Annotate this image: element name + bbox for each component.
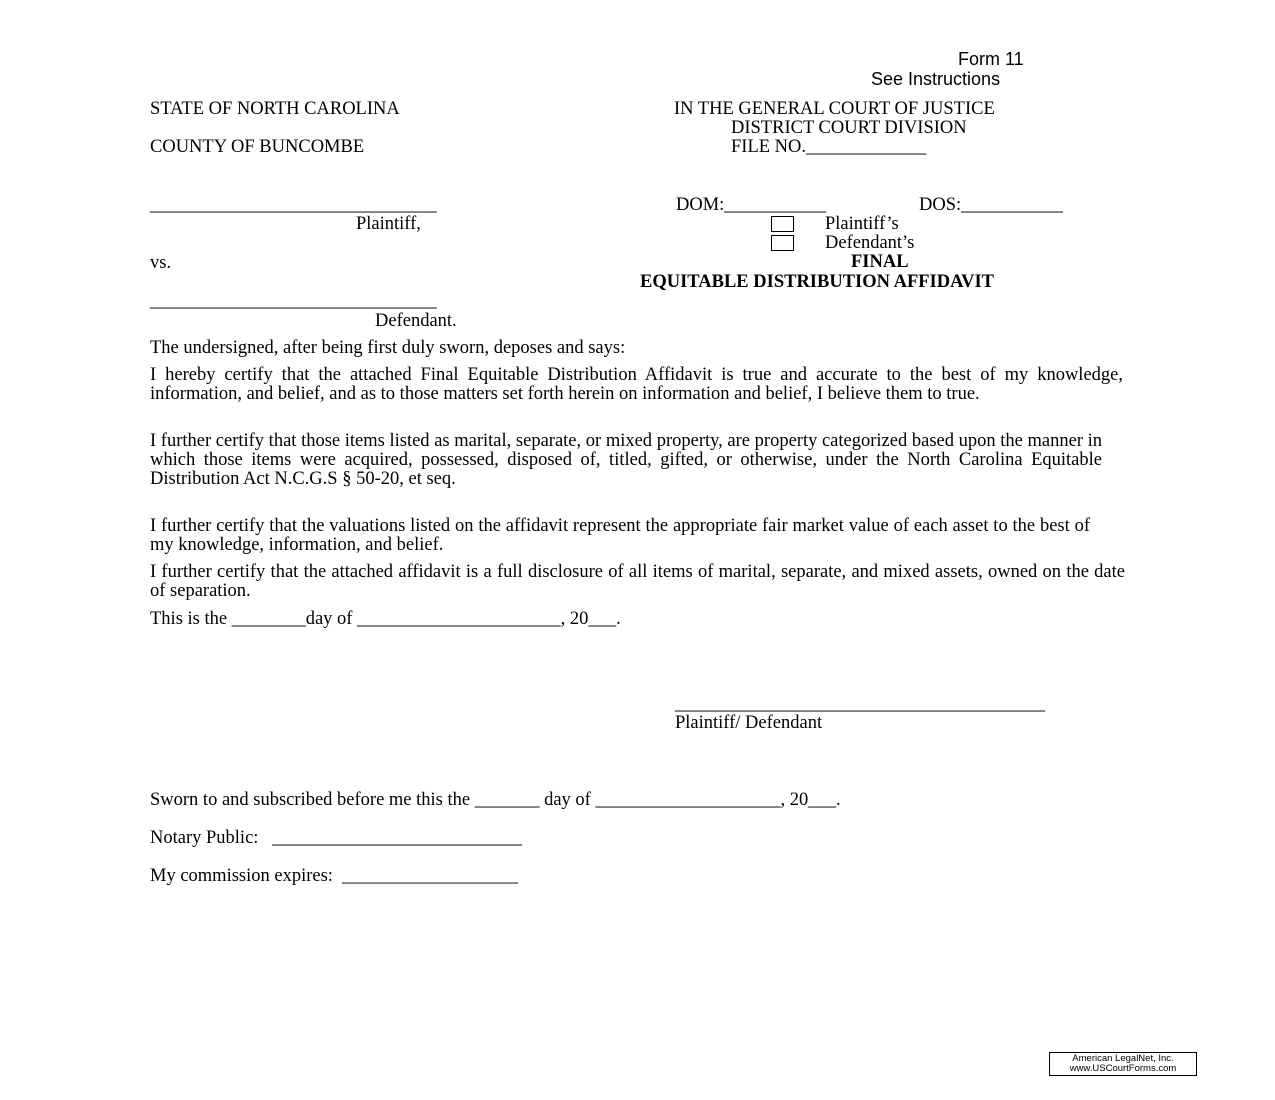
certification-paragraph-4: I further certify that the attached affidavit is a full disclosure of all items of marital, separate, and mixed assets, owned on the date of separation. bbox=[150, 562, 1125, 601]
certification-paragraph-2: I further certify that those items listed as marital, separate, or mixed property, are property categorized based upon the manner in which those items were acquired, possessed, disposed of, titled, gifted, or otherwise, under the North Carolina Equitable Distribution Act N.C.G.S § 50-20, et seq. bbox=[150, 431, 1102, 489]
intro-statement: The undersigned, after being first duly sworn, deposes and says: bbox=[150, 338, 626, 358]
defendants-checkbox-label: Defendant’s bbox=[825, 233, 915, 253]
form-number: Form 11 bbox=[958, 49, 1024, 69]
county-caption: COUNTY OF BUNCOMBE bbox=[150, 137, 365, 157]
title-affidavit: EQUITABLE DISTRIBUTION AFFIDAVIT bbox=[640, 272, 994, 292]
commission-expires-line[interactable]: My commission expires: ___________________ bbox=[150, 866, 518, 886]
court-caption-line1: IN THE GENERAL COURT OF JUSTICE bbox=[674, 99, 995, 119]
certification-paragraph-1: I hereby certify that the attached Final Equitable Distribution Affidavit is true and accurate to the best of my knowledge, information, and belief, and as to those matters set forth herein on information and belief, I believe them to true. bbox=[150, 365, 1123, 404]
plaintiffs-checkbox[interactable] bbox=[771, 216, 794, 232]
publisher-url: www.USCourtForms.com bbox=[1069, 1063, 1177, 1074]
defendant-name-line[interactable]: _______________________________ bbox=[150, 291, 437, 311]
file-number-field[interactable]: FILE NO._____________ bbox=[731, 137, 927, 157]
title-final: FINAL bbox=[851, 252, 909, 272]
plaintiff-label: Plaintiff, bbox=[356, 214, 421, 234]
court-caption-line2: DISTRICT COURT DIVISION bbox=[731, 118, 967, 138]
defendants-checkbox[interactable] bbox=[771, 235, 794, 251]
notary-public-line[interactable]: Notary Public: ___________________________ bbox=[150, 828, 523, 848]
certification-paragraph-3: I further certify that the valuations listed on the affidavit represent the appropriate fair market value of each asset to the best of my knowledge, information, and belief. bbox=[150, 516, 1090, 555]
defendant-label: Defendant. bbox=[375, 311, 457, 331]
dos-field[interactable]: DOS:___________ bbox=[919, 195, 1063, 215]
sworn-subscribed-line[interactable]: Sworn to and subscribed before me this the _______ day of ____________________, 20___. bbox=[150, 790, 841, 810]
plaintiff-name-line[interactable]: _______________________________ bbox=[150, 195, 437, 215]
signature-line[interactable]: ________________________________________ bbox=[675, 694, 1045, 714]
signature-label: Plaintiff/ Defendant bbox=[675, 713, 823, 733]
state-caption: STATE OF NORTH CAROLINA bbox=[150, 99, 400, 119]
affidavit-date-line[interactable]: This is the ________day of ______________________, 20___. bbox=[150, 609, 621, 629]
versus-label: vs. bbox=[150, 253, 172, 273]
publisher-footer bbox=[1049, 1052, 1197, 1076]
publisher-name: American LegalNet, Inc. bbox=[1072, 1053, 1174, 1064]
plaintiffs-checkbox-label: Plaintiff’s bbox=[825, 214, 899, 234]
dom-field[interactable]: DOM:___________ bbox=[676, 195, 827, 215]
see-instructions: See Instructions bbox=[871, 69, 1001, 89]
